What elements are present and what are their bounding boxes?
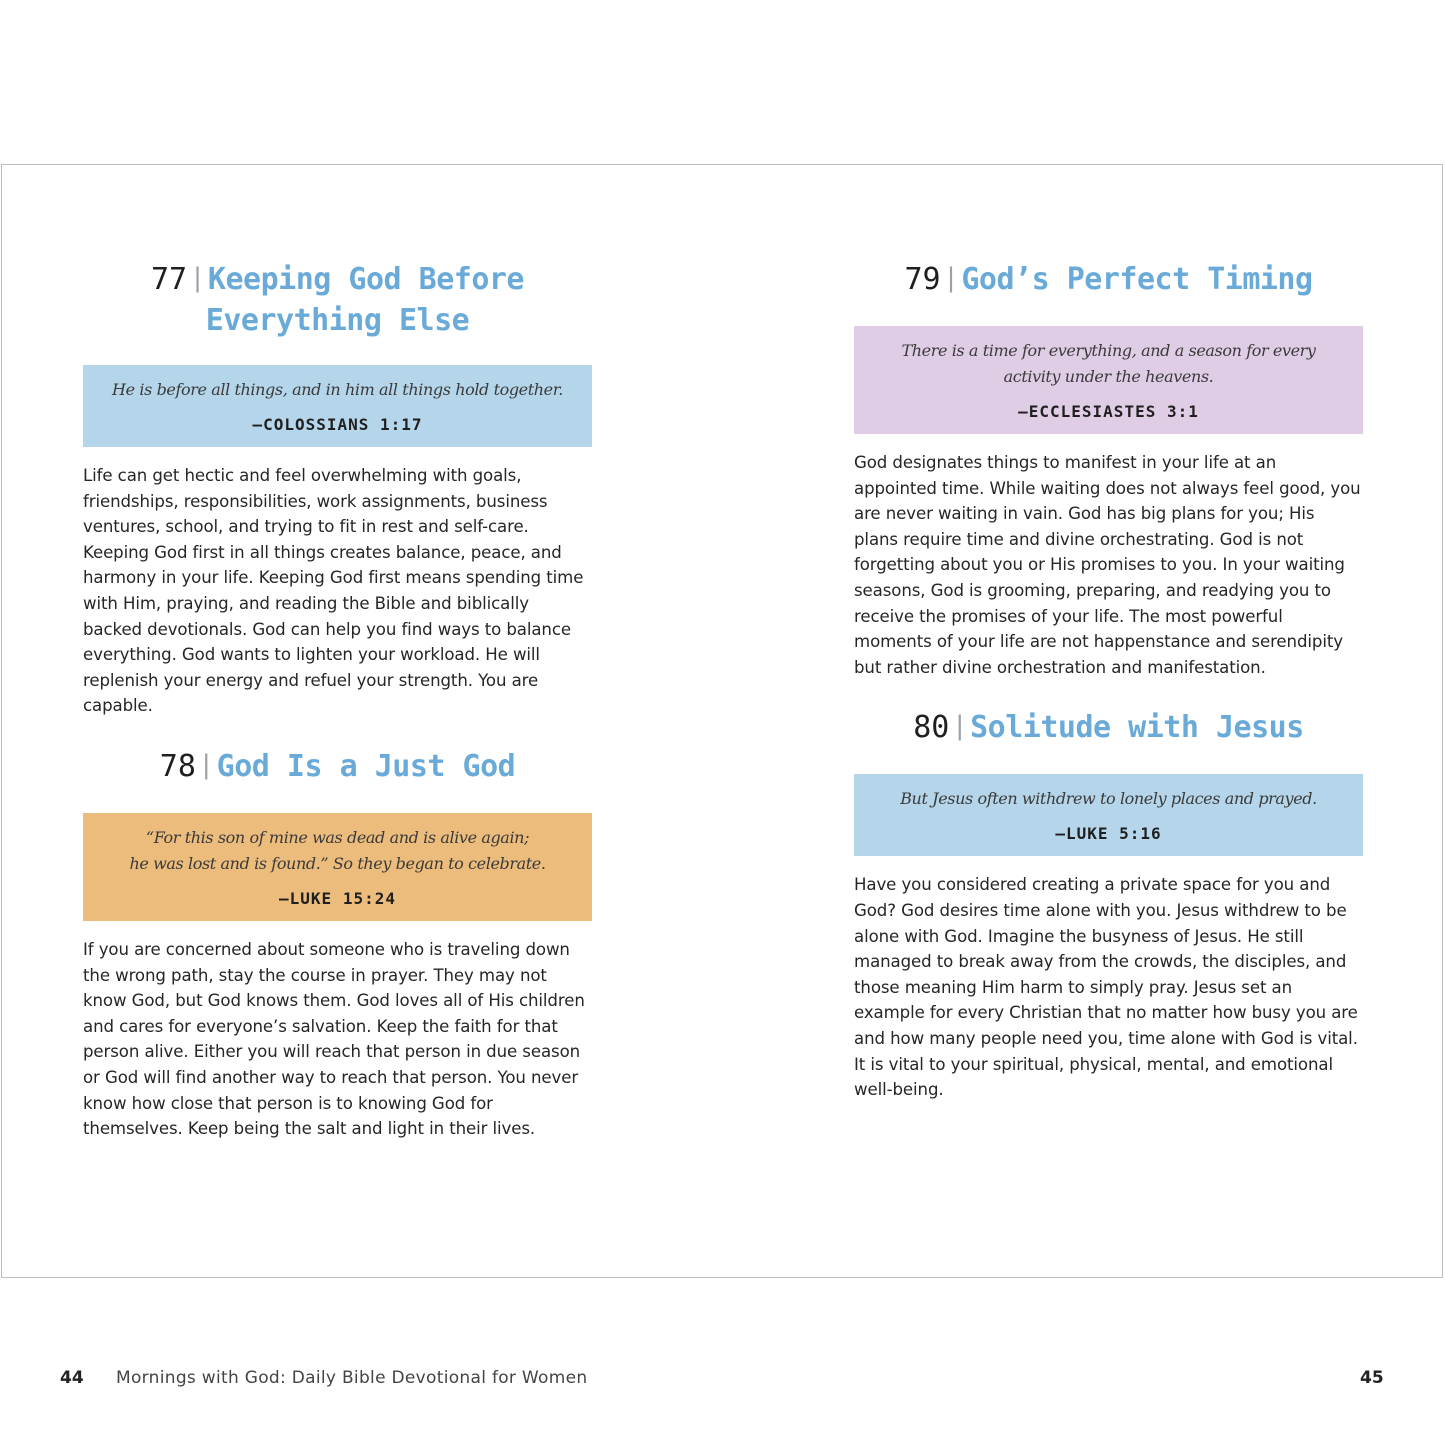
- verse-quote-line2: activity under the heavens.: [1003, 367, 1214, 386]
- entry-78-heading: [83, 747, 592, 788]
- entry-79-heading: [854, 260, 1363, 301]
- heading-divider: |: [201, 749, 211, 780]
- entry-title: God Is a Just God: [216, 748, 516, 784]
- book-spread: [1, 164, 1443, 1388]
- entry-title: Solitude with Jesus: [970, 710, 1304, 746]
- right-page-number: 45: [1360, 1368, 1384, 1388]
- verse-quote: [868, 338, 1349, 390]
- verse-quote-line1: There is a time for everything, and a season for every: [901, 341, 1316, 360]
- verse-box-ecclesiastes: [854, 326, 1363, 434]
- entry-80-heading: [854, 708, 1363, 749]
- entry-77-body: Life can get hectic and feel overwhelming with goals, friendships, responsibilities, work assignments, business ventures, school, and trying to fit in rest and self-care. Keeping God first in all things creates balance, peace, and harmony in your life. Keeping God first means spending time with Him, praying, and reading the Bible and biblically backed devotionals. God can help you find ways to balance everything. God wants to lighten your workload. He will replenish your energy and refuel your strength. You are capable.: [83, 466, 584, 716]
- verse-reference: —COLOSSIANS 1:17: [252, 415, 423, 434]
- entry-number: 80: [913, 710, 950, 746]
- entry-title: Keeping God Before: [207, 262, 524, 297]
- verse-quote-line2: he was lost and is found.” So they began to celebrate.: [129, 853, 546, 873]
- verse-box-colossians: [83, 365, 592, 447]
- left-page-column: [83, 260, 592, 1142]
- heading-divider: |: [193, 263, 202, 293]
- entry-78-body: If you are concerned about someone who is traveling down the wrong path, stay the course in prayer. They may not know God, but God knows them. God loves all of His children and cares for everyone’s salvation. Keep the faith for that person alive. Either you will reach that person in due season or God will find another way to reach that person. You never know how close that person is to knowing God for themselves. Keep being the salt and light in their lives.: [83, 939, 585, 1139]
- verse-quote: [97, 825, 578, 877]
- verse-box-luke-5: [854, 774, 1363, 856]
- entry-number: 77: [151, 262, 188, 297]
- entry-title-line2: Everything Else: [205, 303, 470, 338]
- verse-reference: —LUKE 5:16: [1055, 824, 1162, 844]
- verse-box-luke-15: [83, 813, 592, 921]
- heading-divider: |: [955, 711, 965, 742]
- entry-77-heading: [83, 260, 592, 340]
- verse-quote-line1: “For this son of mine was dead and is alive again;: [145, 827, 530, 847]
- verse-reference: —ECCLESIASTES 3:1: [1018, 402, 1199, 421]
- entry-title: God’s Perfect Timing: [961, 262, 1313, 297]
- entry-79-body: God designates things to manifest in your life at an appointed time. While waiting does not always feel good, you are never waiting in vain. God has big plans for you; His plans require time and divine orchestrating. God is not forgetting about you or His promises to you. In your waiting seasons, God is grooming, preparing, and readying you to receive the promises of your life. The most powerful moments of your life are not happenstance and serendipity but rather divine orchestration and manifestation.: [854, 453, 1361, 677]
- right-page-column: [854, 260, 1363, 1103]
- left-page-number: 44: [60, 1368, 84, 1388]
- verse-reference: —LUKE 15:24: [279, 888, 396, 908]
- entry-80-body: Have you considered creating a private space for you and God? God desires time alone with you. Jesus withdrew to be alone with God. Imagine the busyness of Jesus. He still managed to break away from the crowds, the disciples, and those meaning Him harm to simply pray. Jesus set an example for every Christian that no matter how busy you are and how many people need you, time alone with God is vital. It is vital to your spiritual, physical, mental, and emotional well-being.: [854, 875, 1358, 1100]
- entry-number: 78: [159, 748, 196, 784]
- running-footer-book-title: Mornings with God: Daily Bible Devotional for Women: [116, 1368, 588, 1388]
- entry-number: 79: [904, 262, 941, 297]
- verse-quote: But Jesus often withdrew to lonely places and prayed.: [900, 789, 1317, 809]
- verse-quote: He is before all things, and in him all things hold together.: [112, 380, 563, 399]
- heading-divider: |: [946, 263, 956, 293]
